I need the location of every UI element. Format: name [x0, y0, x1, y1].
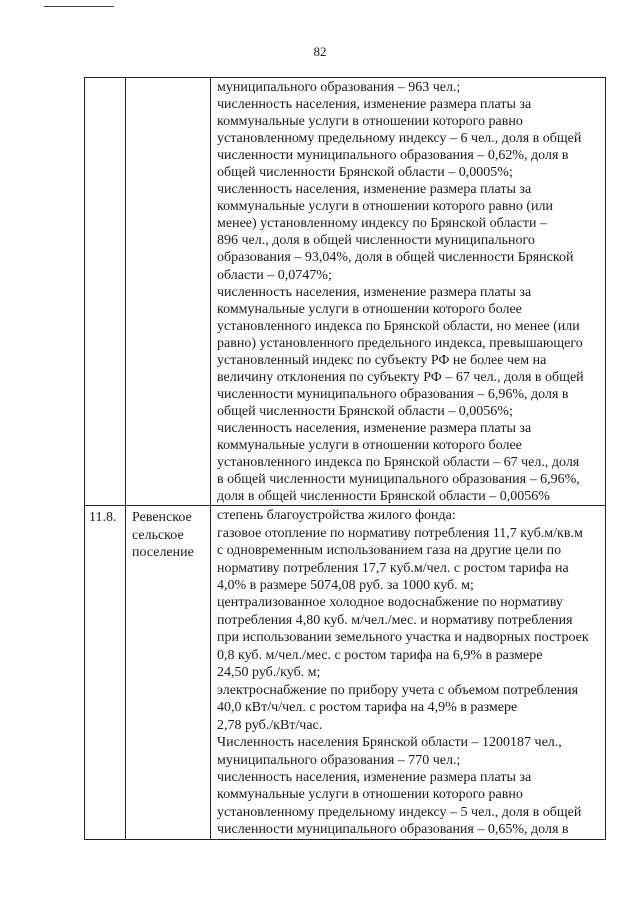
- text-line: общей численности Брянской области – 0,0056%;: [217, 403, 513, 419]
- text-line: в общей численности муниципального образования – 6,96%,: [217, 472, 580, 488]
- row-name: [126, 78, 210, 81]
- text-line: 896 чел., доля в общей численности муниципального: [217, 233, 535, 249]
- text-line: установленного индекса по Брянской области – 67 чел., доля: [217, 455, 580, 471]
- text-line: коммунальные услуги в отношении которого равно: [217, 787, 523, 803]
- page-number: 82: [313, 44, 327, 59]
- text-line: степень благоустройства жилого фонда:: [217, 508, 456, 524]
- text-line: установленного индекса по Брянской области, но менее (или: [217, 318, 580, 334]
- text-line: установленный индекс по субъекту РФ не более чем на: [217, 352, 547, 368]
- table-row: [85, 506, 606, 840]
- text-line: численность населения, изменение размера платы за: [217, 420, 532, 436]
- text-line: 0,8 куб. м/чел./мес. с ростом тарифа на 6,9% в размере: [217, 647, 543, 663]
- text-line: численность населения, изменение размера платы за: [217, 182, 532, 198]
- text-line: численность населения, изменение размера платы за: [217, 97, 532, 113]
- text-line: 2,78 руб./кВт/час.: [217, 717, 323, 733]
- table-row: [85, 78, 606, 506]
- text-line: доля в общей численности Брянской области – 0,0056%: [217, 489, 550, 505]
- row-name-cell: [126, 506, 211, 840]
- settlement-name-line: Ревенское: [132, 510, 192, 526]
- text-line: общей численности Брянской области – 0,0005%;: [217, 165, 513, 181]
- row-name-cell: [126, 78, 211, 506]
- text-line: потребления 4,80 куб. м/чел./мес. и нормативу потребления: [217, 612, 573, 628]
- text-line: численность населения, изменение размера платы за: [217, 769, 532, 785]
- document-table: [84, 77, 606, 840]
- text-line: 4,0% в размере 5074,08 руб. за 1000 куб. м;: [217, 577, 474, 593]
- text-line: газовое отопление по нормативу потребления 11,7 куб.м/кв.м: [217, 525, 583, 541]
- text-line: с одновременным использованием газа на другие цели по: [217, 543, 562, 559]
- text-line: установленному предельному индексу – 6 чел., доля в общей: [217, 131, 582, 147]
- text-line: нормативу потребления 17,7 куб.м/чел. с ростом тарифа на: [217, 560, 569, 576]
- settlement-name-line: поселение: [132, 545, 194, 561]
- text-line: электроснабжение по прибору учета с объемом потребления: [217, 682, 579, 698]
- text-line: муниципального образования – 963 чел.;: [217, 80, 461, 95]
- text-line: численности муниципального образования – 6,96%, доля в: [217, 386, 569, 402]
- row-body-text: [211, 506, 605, 839]
- text-line: величину отклонения по субъекту РФ – 67 чел., доля в общей: [217, 369, 584, 385]
- text-line: коммунальные услуги в отношении которого более: [217, 437, 522, 453]
- text-line: численности муниципального образования – 0,65%, доля в: [217, 822, 569, 838]
- row-number-cell: [85, 78, 126, 506]
- row-body-text: [211, 78, 605, 505]
- text-line: равно) установленного предельного индекса, превышающего: [217, 335, 583, 351]
- row-number: [85, 78, 125, 81]
- row-name: [126, 506, 210, 562]
- text-line: численности муниципального образования – 0,62%, доля в: [217, 148, 569, 164]
- text-line: менее) установленному индексу по Брянской области –: [217, 216, 547, 232]
- top-border-stub: [44, 0, 114, 7]
- text-line: 40,0 кВт/ч/чел. с ростом тарифа на 4,9% в размере: [217, 700, 518, 716]
- text-line: Численность населения Брянской области – 1200187 чел.,: [217, 735, 562, 751]
- text-line: при использовании земельного участка и надворных построек: [217, 630, 589, 646]
- text-line: коммунальные услуги в отношении которого равно (или: [217, 199, 553, 215]
- text-line: муниципального образования – 770 чел.;: [217, 752, 461, 768]
- text-line: коммунальные услуги в отношении которого равно: [217, 114, 523, 130]
- text-line: области – 0,0747%;: [217, 267, 332, 283]
- text-line: установленному предельному индексу – 5 чел., доля в общей: [217, 804, 582, 820]
- text-line: коммунальные услуги в отношении которого более: [217, 301, 522, 317]
- row-body-cell: [211, 506, 606, 840]
- text-line: 24,50 руб./куб. м;: [217, 665, 321, 681]
- text-line: образования – 93,04%, доля в общей численности Брянской: [217, 250, 574, 266]
- row-number: 11.8.: [89, 510, 117, 526]
- row-number-cell: [85, 506, 126, 840]
- text-line: централизованное холодное водоснабжение по нормативу: [217, 595, 563, 611]
- settlement-name-line: сельское: [132, 527, 184, 543]
- row-body-cell: [211, 78, 606, 506]
- text-line: численность населения, изменение размера платы за: [217, 284, 532, 300]
